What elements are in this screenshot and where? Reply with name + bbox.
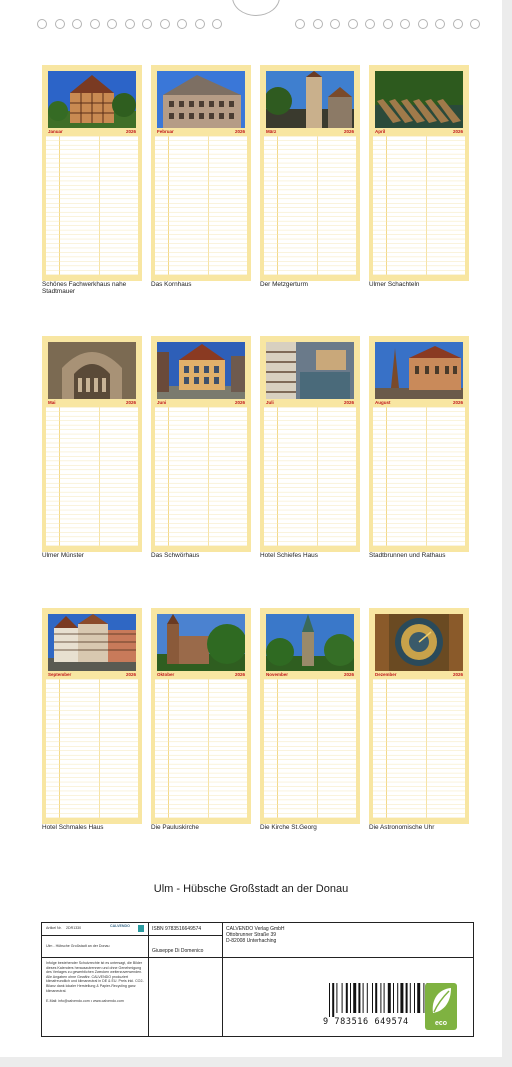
month-photo: [266, 614, 354, 671]
month-panel: [369, 336, 469, 552]
month-header: [155, 399, 247, 407]
planner-grid: [46, 407, 138, 546]
month-name: Juni: [157, 400, 167, 405]
planner-grid: [373, 136, 465, 275]
leaf-icon: [425, 983, 457, 1019]
month-year: 2026: [452, 400, 463, 405]
planner-grid: [155, 407, 247, 546]
month-photo: [48, 614, 136, 671]
month-name: November: [266, 672, 289, 677]
month-panel: [42, 336, 142, 552]
month-photo: [157, 342, 245, 399]
contact-line: E-Mail: info@calvendo.com • www.calvendo.com: [46, 999, 124, 1003]
month-year: 2026: [452, 129, 463, 134]
month-year: 2026: [343, 129, 354, 134]
month-photo: [375, 342, 463, 399]
month-name: Oktober: [157, 672, 175, 677]
publisher-logo: CALVENDO: [110, 924, 130, 928]
month-header: [155, 128, 247, 136]
month-panel: [42, 65, 142, 281]
month-year: 2026: [234, 129, 245, 134]
month-photo: [48, 342, 136, 399]
barcode: [323, 983, 437, 1027]
publisher-address: CALVENDO Verlag GmbH Ottobrunner Straße 39 D-82008 Unterhaching: [223, 923, 473, 958]
month-year: 2026: [343, 672, 354, 677]
publisher-logo-mark: [138, 925, 144, 932]
month-name: Mai: [48, 400, 56, 405]
month-name: Februar: [157, 129, 174, 134]
imprint-box: [41, 922, 474, 1037]
legal-text: Infolge bestehender Schutzrechte ist es untersagt, die Bilder dieses Kalenders herauszutrennen und ohne Genehmigung des Verlages zu gewerblichen Zwecken weiterzuverwenden. Alle Angaben ohne Gewähr. CALVENDO produziert klimafreundlich und klimaneutral in DE & EU. Preis inkl. CO2-Bilanz dank lokaler Herstellung & Papier-Recycling ganz klimaneutral.: [46, 961, 144, 993]
short-title: Ulm - Hübsche Großstadt an der Donau: [46, 944, 110, 948]
photo-caption: Hotel Schmales Haus: [42, 824, 104, 831]
photo-caption: Hotel Schiefes Haus: [260, 552, 318, 559]
author: Giuseppe Di Domenico: [152, 948, 204, 954]
photo-caption: Die Astronomische Uhr: [369, 824, 435, 831]
month-photo: [375, 71, 463, 128]
month-panel: [151, 608, 251, 824]
planner-grid: [264, 407, 356, 546]
eco-label: eco: [434, 1020, 448, 1027]
month-name: August: [375, 400, 391, 405]
photo-caption: Die Kirche St.Georg: [260, 824, 317, 831]
month-panel: [260, 65, 360, 281]
month-name: März: [266, 129, 277, 134]
month-year: 2026: [125, 672, 136, 677]
month-year: 2026: [452, 672, 463, 677]
month-year: 2026: [343, 400, 354, 405]
month-name: September: [48, 672, 72, 677]
month-photo: [266, 71, 354, 128]
photo-caption: Das Kornhaus: [151, 281, 192, 288]
month-header: [373, 671, 465, 679]
month-name: Januar: [48, 129, 63, 134]
planner-grid: [46, 679, 138, 818]
planner-grid: [155, 679, 247, 818]
calendar-title: Ulm - Hübsche Großstadt an der Donau: [153, 883, 349, 895]
month-header: [373, 399, 465, 407]
month-photo: [375, 614, 463, 671]
month-year: 2026: [125, 129, 136, 134]
month-photo: [266, 342, 354, 399]
month-header: [46, 399, 138, 407]
month-name: Juli: [266, 400, 274, 405]
month-panel: [260, 608, 360, 824]
barcode-bars: [329, 983, 437, 1017]
month-header: [46, 671, 138, 679]
month-photo: [48, 71, 136, 128]
photo-caption: Das Schwörhaus: [151, 552, 200, 559]
planner-grid: [46, 136, 138, 275]
photo-caption: Stadtbrunnen und Rathaus: [369, 552, 446, 559]
month-header: [264, 128, 356, 136]
planner-grid: [264, 136, 356, 275]
photo-caption: Schönes Fachwerkhaus nahe Stadtmauer: [42, 281, 127, 296]
isbn: ISBN 9783516649574: [152, 926, 202, 932]
imprint-isbn-column: [149, 923, 223, 1036]
month-year: 2026: [234, 400, 245, 405]
month-header: [155, 671, 247, 679]
month-header: [46, 128, 138, 136]
month-header: [264, 671, 356, 679]
month-photo: [157, 614, 245, 671]
planner-grid: [155, 136, 247, 275]
planner-grid: [373, 407, 465, 546]
photo-caption: Ulmer Münster: [42, 552, 84, 559]
month-header: [264, 399, 356, 407]
month-panel: [260, 336, 360, 552]
month-panel: [42, 608, 142, 824]
imprint-left-column: [42, 923, 149, 1036]
planner-grid: [373, 679, 465, 818]
month-year: 2026: [234, 672, 245, 677]
article-label: Artikel Nr.: [46, 926, 62, 930]
month-name: Dezember: [375, 672, 397, 677]
month-year: 2026: [125, 400, 136, 405]
photo-caption: Der Metzgerturm: [260, 281, 308, 288]
photo-caption: Die Pauluskirche: [151, 824, 199, 831]
month-header: [373, 128, 465, 136]
month-panel: [369, 65, 469, 281]
barcode-number: 9 783516 649574: [323, 1017, 409, 1027]
article-number: 2DR1330: [66, 926, 82, 930]
month-name: April: [375, 129, 386, 134]
month-panel: [151, 336, 251, 552]
month-photo: [157, 71, 245, 128]
photo-caption: Ulmer Schachteln: [369, 281, 420, 288]
planner-grid: [264, 679, 356, 818]
month-panel: [151, 65, 251, 281]
month-panel: [369, 608, 469, 824]
hanger-cutout: [232, 0, 280, 16]
eco-badge: [425, 983, 457, 1030]
